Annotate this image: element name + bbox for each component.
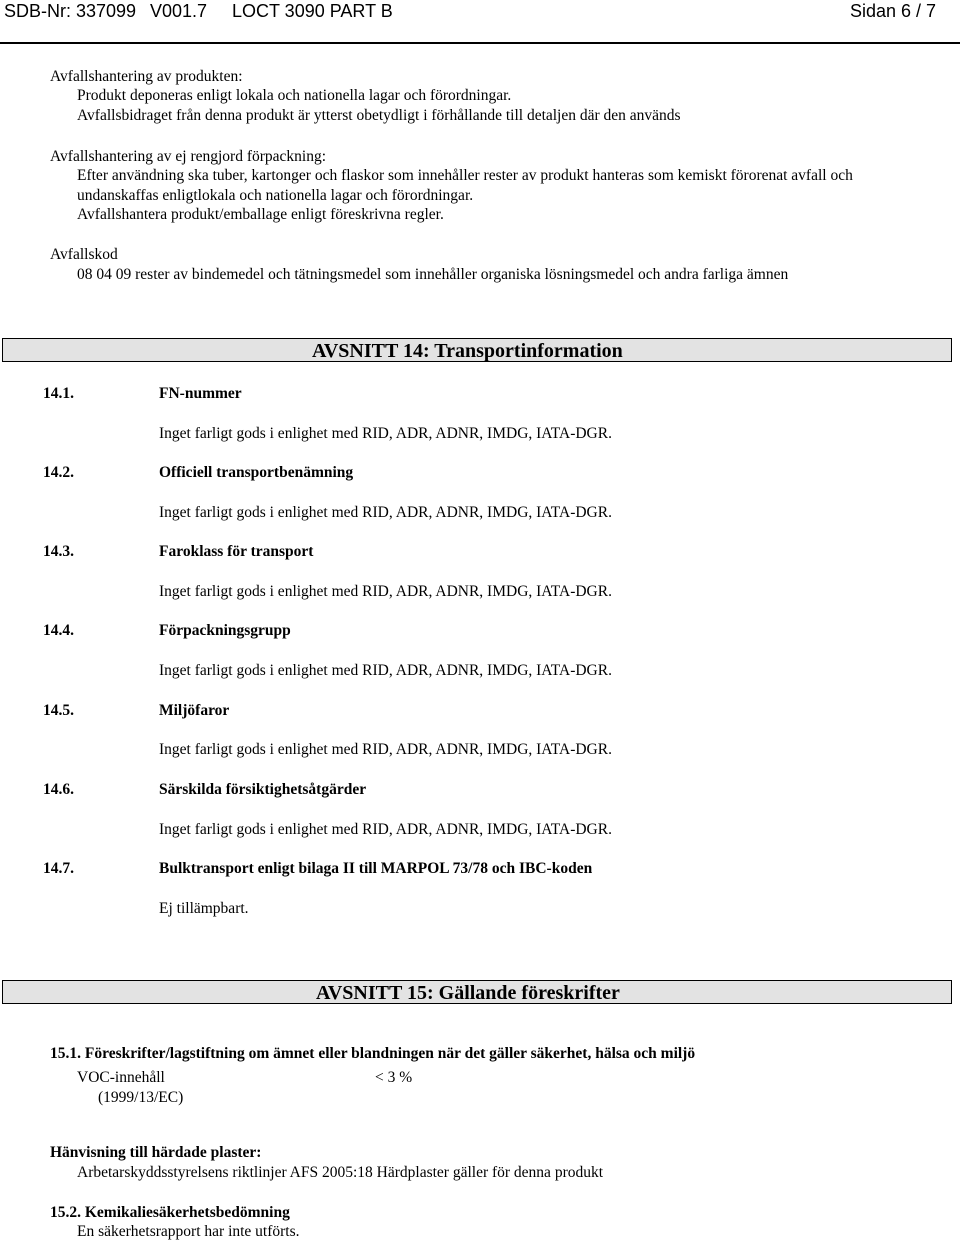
waste-packaging-line1: Efter användning ska tuber, kartonger och flaskor som innehåller rester av produkt hanteras som kemiskt förorenat avfall och bbox=[77, 167, 853, 184]
waste-product-heading: Avfallshantering av produkten: bbox=[50, 68, 243, 85]
page-number: Sidan 6 / 7 bbox=[850, 1, 937, 21]
waste-code-line: 08 04 09 rester av bindemedel och tätningsmedel som innehåller organiska lösningsmedel och andra farliga ämnen bbox=[77, 266, 789, 283]
item-14-3-label: Faroklass för transport bbox=[159, 543, 314, 560]
item-14-3-text: Inget farligt gods i enlighet med RID, ADR, ADNR, IMDG, IATA-DGR. bbox=[159, 583, 612, 600]
item-14-3-number: 14.3. bbox=[43, 543, 74, 560]
section15-1-heading: 15.1. Föreskrifter/lagstiftning om ämnet eller blandningen när det gäller säkerhet, hälsa och miljö bbox=[50, 1045, 696, 1062]
item-14-5-label: Miljöfaror bbox=[159, 702, 230, 719]
item-14-7-text: Ej tillämpbart. bbox=[159, 900, 249, 917]
voc-label: VOC-innehåll bbox=[77, 1069, 165, 1086]
section14-title: AVSNITT 14: Transportinformation bbox=[312, 340, 623, 362]
waste-packaging-heading: Avfallshantering av ej rengjord förpackning: bbox=[50, 148, 327, 165]
header-divider bbox=[0, 42, 960, 44]
item-14-6-text: Inget farligt gods i enlighet med RID, ADR, ADNR, IMDG, IATA-DGR. bbox=[159, 821, 612, 838]
item-14-7-number: 14.7. bbox=[43, 860, 74, 877]
item-14-2-text: Inget farligt gods i enlighet med RID, ADR, ADNR, IMDG, IATA-DGR. bbox=[159, 504, 612, 521]
waste-packaging-line3: Avfallshantera produkt/emballage enligt föreskrivna regler. bbox=[77, 206, 444, 223]
waste-product-line2: Avfallsbidraget från denna produkt är ytterst obetydligt i förhållande till detaljen där den används bbox=[77, 107, 681, 124]
item-14-2-number: 14.2. bbox=[43, 464, 74, 481]
item-14-1-label: FN-nummer bbox=[159, 385, 242, 402]
hardened-plastics-heading: Hänvisning till härdade plaster: bbox=[50, 1144, 262, 1161]
item-14-6-label: Särskilda försiktighetsåtgärder bbox=[159, 781, 367, 798]
section15-2-heading: 15.2. Kemikaliesäkerhetsbedömning bbox=[50, 1204, 290, 1221]
item-14-7-label: Bulktransport enligt bilaga II till MARPOL 73/78 och IBC-koden bbox=[159, 860, 593, 877]
item-14-4-label: Förpackningsgrupp bbox=[159, 622, 291, 639]
sdb-number: SDB-Nr: 337099 bbox=[4, 1, 137, 21]
section15-2-text: En säkerhetsrapport har inte utförts. bbox=[77, 1223, 300, 1240]
waste-code-heading: Avfallskod bbox=[50, 246, 118, 263]
item-14-2-label: Officiell transportbenämning bbox=[159, 464, 354, 481]
item-14-1-number: 14.1. bbox=[43, 385, 74, 402]
waste-product-line1: Produkt deponeras enligt lokala och nationella lagar och förordningar. bbox=[77, 87, 512, 104]
hardened-plastics-text: Arbetarskyddsstyrelsens riktlinjer AFS 2005:18 Härdplaster gäller för denna produkt bbox=[77, 1164, 604, 1181]
item-14-4-number: 14.4. bbox=[43, 622, 74, 639]
product-name: LOCT 3090 PART B bbox=[232, 1, 393, 21]
version: V001.7 bbox=[150, 1, 208, 21]
item-14-1-text: Inget farligt gods i enlighet med RID, ADR, ADNR, IMDG, IATA-DGR. bbox=[159, 425, 612, 442]
item-14-4-text: Inget farligt gods i enlighet med RID, ADR, ADNR, IMDG, IATA-DGR. bbox=[159, 662, 612, 679]
waste-packaging-line2: undanskaffas enligtlokala och nationella lagar och förordningar. bbox=[77, 187, 474, 204]
item-14-5-number: 14.5. bbox=[43, 702, 74, 719]
item-14-6-number: 14.6. bbox=[43, 781, 74, 798]
voc-value: < 3 % bbox=[375, 1069, 413, 1086]
voc-directive: (1999/13/EC) bbox=[98, 1089, 184, 1106]
section15-title: AVSNITT 15: Gällande föreskrifter bbox=[316, 982, 620, 1004]
item-14-5-text: Inget farligt gods i enlighet med RID, ADR, ADNR, IMDG, IATA-DGR. bbox=[159, 741, 612, 758]
